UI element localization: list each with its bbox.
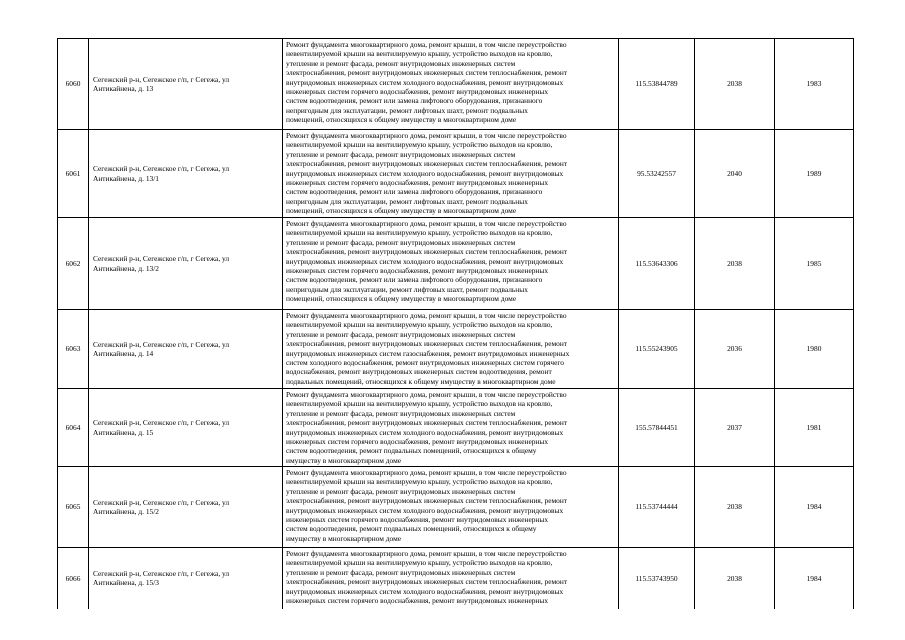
built-year-cell [775, 548, 854, 609]
works-line: Ремонт фундамента многоквартирного дома, ремонт крыши, в том числе переустройство [286, 311, 567, 320]
table-row [58, 548, 854, 609]
works-line: систем водоотведения, ремонт или замена лифтового оборудования, признанного [286, 275, 543, 285]
works-line: электроснабжения, ремонт внутридомовых инженерных систем теплоснабжения, ремонт [286, 496, 568, 506]
built-year: 1980 [806, 344, 822, 354]
cost-value: 115.53744444 [635, 502, 678, 512]
address-cell [89, 218, 283, 310]
built-year: 1983 [806, 79, 822, 89]
works-line: внутридомовых инженерных систем холодного водоснабжения, ремонт внутридомовых [286, 586, 564, 596]
works-line: помещений, относящихся к общему имуществу в многоквартирном доме [286, 294, 517, 304]
address-line: Антикайнена, д. 15/2 [93, 507, 159, 516]
works-line: невентилируемой крыши на вентилируемую крышу, устройство выходов на кровлю, [286, 477, 553, 487]
row-number-cell [58, 218, 89, 310]
works-line: имуществу в многоквартирном доме [286, 533, 402, 543]
row-number: 6060 [65, 79, 81, 89]
table-row [58, 389, 854, 467]
address-cell [89, 130, 283, 218]
address-line: Сегежский р-н, Сегежское г/п, г Сегежа, ул [93, 418, 230, 428]
planned-year: 2036 [727, 344, 742, 354]
built-year: 1981 [806, 422, 822, 432]
works-line: электроснабжения, ремонт внутридомовых инженерных систем теплоснабжения, ремонт [286, 577, 568, 587]
works-line: утепление и ремонт фасада, ремонт внутридомовых инженерных систем [286, 237, 516, 247]
cost-cell [619, 130, 695, 218]
address-line: Сегежский р-н, Сегежское г/п, г Сегежа, ул [93, 497, 230, 507]
address-cell [89, 467, 283, 548]
works-line: инженерных систем горячего водоснабжения, ремонт внутридомовых инженерных [286, 515, 549, 525]
works-line: Ремонт фундамента многоквартирного дома, ремонт крыши, в том числе переустройство [286, 390, 567, 399]
cost-cell [619, 39, 695, 130]
works-line: электроснабжения, ремонт внутридомовых инженерных систем теплоснабжения, ремонт [286, 68, 568, 78]
planned-year: 2038 [727, 573, 742, 583]
row-number: 6063 [65, 344, 81, 354]
works-line: подвальных помещений, относящихся к общему имуществу в многоквартирном доме [286, 376, 556, 386]
row-number-cell [58, 310, 89, 389]
address-line: Сегежский р-н, Сегежское г/п, г Сегежа, ул [93, 254, 230, 264]
works-line: инженерных систем горячего водоснабжения, ремонт внутридомовых инженерных [286, 178, 549, 188]
works-line: невентилируемой крыши на вентилируемую крышу, устройство выходов на кровлю, [286, 49, 553, 59]
address-cell [89, 389, 283, 467]
row-number: 6064 [65, 422, 81, 432]
built-year-cell [775, 130, 854, 218]
works-line: непригодным для эксплуатации, ремонт лифтовых шахт, ремонт подвальных [286, 284, 528, 294]
works-line: инженерных систем горячего водоснабжения, ремонт внутридомовых инженерных [286, 87, 549, 97]
cost-value: 95.53242557 [637, 168, 676, 178]
works-line: утепление и ремонт фасада, ремонт внутридомовых инженерных систем [286, 58, 516, 68]
works-line: электроснабжения, ремонт внутридомовых инженерных систем теплоснабжения, ремонт [286, 418, 568, 428]
address-line: Антикайнена, д. 15 [93, 427, 154, 437]
address-cell [89, 310, 283, 389]
address-line: Антикайнена, д. 13/2 [93, 263, 159, 273]
address-line: Сегежский р-н, Сегежское г/п, г Сегежа, ул [93, 74, 230, 84]
table-row [58, 130, 854, 218]
row-number: 6061 [65, 168, 81, 178]
works-line: электроснабжения, ремонт внутридомовых инженерных систем теплоснабжения, ремонт [286, 247, 568, 257]
works-cell [283, 467, 619, 548]
table-body [58, 39, 854, 609]
cost-cell [619, 310, 695, 389]
built-year: 1985 [806, 258, 822, 268]
planned-year: 2038 [727, 79, 742, 89]
row-number-cell [58, 467, 89, 548]
works-line: инженерных систем горячего водоснабжения, ремонт внутридомовых инженерных [286, 596, 549, 606]
cost-value: 115.53844789 [635, 79, 678, 89]
address-line: Сегежский р-н, Сегежское г/п, г Сегежа, ул [93, 568, 230, 578]
planned-year: 2038 [727, 502, 742, 512]
planned-year-cell [695, 218, 775, 310]
works-line: внутридомовых инженерных систем холодного водоснабжения, ремонт внутридомовых [286, 505, 564, 515]
table-row [58, 39, 854, 130]
works-line: невентилируемой крыши на вентилируемую крышу, устройство выходов на кровлю, [286, 558, 553, 568]
works-line: систем водоотведения, ремонт или замена лифтового оборудования, признанного [286, 96, 543, 106]
planned-year-cell [695, 39, 775, 130]
works-line: систем водоотведения, ремонт или замена лифтового оборудования, признанного [286, 187, 543, 197]
works-cell [283, 130, 619, 218]
built-year-cell [775, 467, 854, 548]
table-row [58, 310, 854, 389]
works-line: утепление и ремонт фасада, ремонт внутридомовых инженерных систем [286, 486, 516, 496]
address-line: Сегежский р-н, Сегежское г/п, г Сегежа, ул [93, 339, 230, 349]
works-line: Ремонт фундамента многоквартирного дома, ремонт крыши, в том числе переустройство [286, 40, 567, 49]
cost-value: 115.55243905 [635, 344, 678, 354]
address-line: Антикайнена, д. 13 [93, 84, 154, 93]
works-line: систем холодного водоснабжения, ремонт внутридомовых инженерных систем горячего [286, 358, 564, 368]
row-number-cell [58, 39, 89, 130]
planned-year-cell [695, 389, 775, 467]
planned-year: 2040 [727, 168, 742, 178]
works-line: Ремонт фундамента многоквартирного дома, ремонт крыши, в том числе переустройство [286, 468, 567, 477]
cost-cell [619, 467, 695, 548]
table-row [58, 467, 854, 548]
cost-value: 115.53743950 [635, 573, 678, 583]
cost-value: 115.53643306 [635, 258, 678, 268]
works-line: непригодным для эксплуатации, ремонт лифтовых шахт, ремонт подвальных [286, 196, 528, 206]
cost-cell [619, 389, 695, 467]
works-line: электроснабжения, ремонт внутридомовых инженерных систем теплоснабжения, ремонт [286, 339, 568, 349]
address-line: Антикайнена, д. 15/3 [93, 578, 159, 588]
works-line: утепление и ремонт фасада, ремонт внутридомовых инженерных систем [286, 329, 516, 339]
planned-year-cell [695, 548, 775, 609]
works-line: электроснабжения, ремонт внутридомовых инженерных систем теплоснабжения, ремонт [286, 159, 568, 169]
built-year: 1984 [806, 573, 822, 583]
planned-year-cell [695, 310, 775, 389]
planned-year: 2037 [727, 422, 742, 432]
works-line: утепление и ремонт фасада, ремонт внутридомовых инженерных систем [286, 149, 516, 159]
works-line: Ремонт фундамента многоквартирного дома, ремонт крыши, в том числе переустройство [286, 219, 567, 228]
works-line: невентилируемой крыши на вентилируемую крышу, устройство выходов на кровлю, [286, 399, 553, 409]
works-line: внутридомовых инженерных систем холодного водоснабжения, ремонт внутридомовых [286, 427, 564, 437]
works-line: невентилируемой крыши на вентилируемую крышу, устройство выходов на кровлю, [286, 228, 553, 238]
works-cell [283, 218, 619, 310]
works-line: внутридомовых инженерных систем холодного водоснабжения, ремонт внутридомовых [286, 77, 564, 87]
works-cell [283, 389, 619, 467]
built-year-cell [775, 39, 854, 130]
table-row [58, 218, 854, 310]
row-number-cell [58, 389, 89, 467]
row-number: 6062 [65, 258, 81, 268]
works-line: внутридомовых инженерных систем газоснабжения, ремонт внутридомовых инженерных [286, 348, 570, 358]
works-line: невентилируемой крыши на вентилируемую крышу, устройство выходов на кровлю, [286, 140, 553, 150]
row-number: 6066 [65, 573, 81, 583]
address-cell [89, 39, 283, 130]
works-line: невентилируемой крыши на вентилируемую крышу, устройство выходов на кровлю, [286, 320, 553, 330]
works-line: Ремонт фундамента многоквартирного дома, ремонт крыши, в том числе переустройство [286, 131, 567, 140]
cost-cell [619, 218, 695, 310]
works-line: систем водоотведения, ремонт подвальных помещений, относящихся к общему [286, 446, 537, 456]
works-line: имуществу в многоквартирном доме [286, 455, 402, 465]
works-line: инженерных систем горячего водоснабжения, ремонт внутридомовых инженерных [286, 266, 549, 276]
planned-year-cell [695, 130, 775, 218]
works-line: помещений, относящихся к общему имуществу в многоквартирном доме [286, 206, 517, 216]
works-line: водоснабжения, ремонт внутридомовых инженерных систем водоотведения, ремонт [286, 367, 552, 377]
planned-year-cell [695, 467, 775, 548]
row-number-cell [58, 130, 89, 218]
works-line: инженерных систем горячего водоснабжения, ремонт внутридомовых инженерных [286, 437, 549, 447]
works-line: систем водоотведения, ремонт подвальных помещений, относящихся к общему [286, 524, 537, 534]
works-cell [283, 548, 619, 609]
cost-cell [619, 548, 695, 609]
address-line: Антикайнена, д. 13/1 [93, 173, 159, 183]
built-year-cell [775, 310, 854, 389]
row-number-cell [58, 548, 89, 609]
built-year-cell [775, 389, 854, 467]
works-line: утепление и ремонт фасада, ремонт внутридомовых инженерных систем [286, 567, 516, 577]
works-line: Ремонт фундамента многоквартирного дома, ремонт крыши, в том числе переустройство [286, 549, 567, 558]
built-year: 1989 [806, 168, 822, 178]
capital-repair-table [57, 38, 854, 609]
cost-value: 155.57844451 [635, 422, 678, 432]
works-line: внутридомовых инженерных систем холодного водоснабжения, ремонт внутридомовых [286, 256, 564, 266]
works-line: утепление и ремонт фасада, ремонт внутридомовых инженерных систем [286, 408, 516, 418]
row-number: 6065 [65, 502, 81, 512]
works-cell [283, 310, 619, 389]
built-year-cell [775, 218, 854, 310]
built-year: 1984 [806, 502, 822, 512]
works-cell [283, 39, 619, 130]
works-line: помещений, относящихся к общему имуществу в многоквартирном доме [286, 115, 517, 125]
works-line: непригодным для эксплуатации, ремонт лифтовых шахт, ремонт подвальных [286, 105, 528, 115]
address-line: Антикайнена, д. 14 [93, 349, 154, 358]
address-line: Сегежский р-н, Сегежское г/п, г Сегежа, ул [93, 164, 230, 174]
works-line: внутридомовых инженерных систем холодного водоснабжения, ремонт внутридомовых [286, 168, 564, 178]
planned-year: 2038 [727, 258, 742, 268]
address-cell [89, 548, 283, 609]
